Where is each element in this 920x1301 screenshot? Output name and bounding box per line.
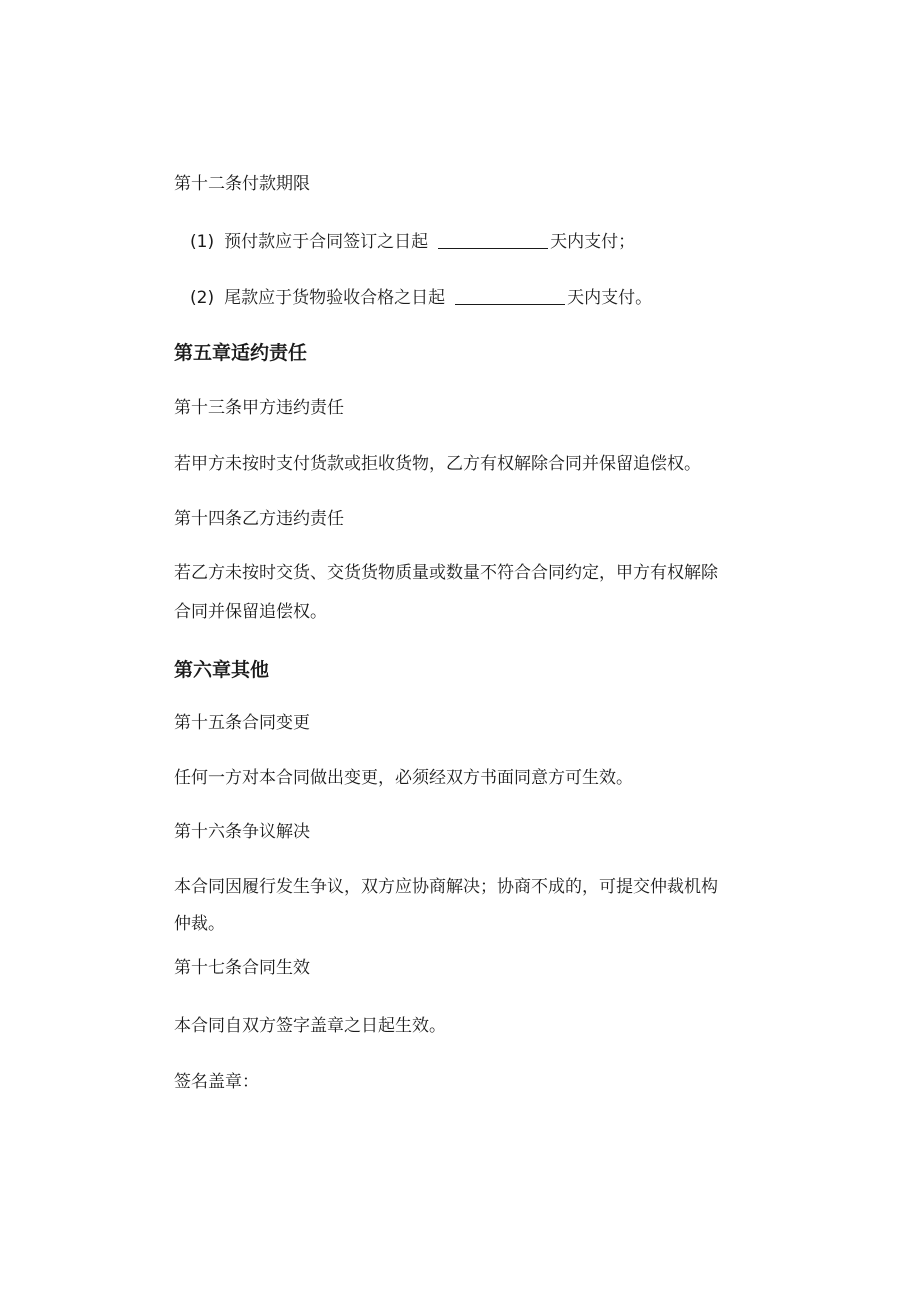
fill-in-blank[interactable] [438, 232, 548, 249]
article-14-body-line-2: 合同并保留追偿权。 [174, 602, 327, 622]
article-17-body: 本合同自双方签字盖章之日起生效。 [174, 1016, 446, 1036]
article-16-title: 第十六条争议解决 [174, 822, 310, 842]
item-number: (2) [190, 288, 215, 308]
signature-label: 签名盖章： [174, 1072, 259, 1092]
item-suffix: 天内支付。 [567, 288, 653, 308]
article-14-body-line-1: 若乙方未按时交货、交货货物质量或数量不符合合同约定，甲方有权解除 [174, 563, 718, 583]
article-15-title: 第十五条合同变更 [174, 713, 310, 733]
article-14-title: 第十四条乙方违约责任 [174, 509, 344, 529]
item-number: (1) [190, 232, 215, 252]
article-12-item-1 [190, 231, 635, 253]
article-17-title: 第十七条合同生效 [174, 958, 310, 978]
item-suffix: 天内支付； [550, 232, 636, 252]
article-15-body: 任何一方对本合同做出变更，必须经双方书面同意方可生效。 [174, 768, 633, 788]
chapter-5-heading: 第五章适约责任 [174, 342, 308, 364]
chapter-6-heading: 第六章其他 [174, 659, 270, 681]
item-text: 预付款应于合同签订之日起 [224, 232, 429, 252]
item-text: 尾款应于货物验收合格之日起 [224, 288, 446, 308]
article-12-title: 第十二条付款期限 [174, 174, 310, 194]
fill-in-blank[interactable] [455, 288, 565, 305]
article-16-body-line-1: 本合同因履行发生争议，双方应协商解决；协商不成的，可提交仲裁机构 [174, 877, 718, 897]
article-16-body-line-2: 仲裁。 [174, 914, 225, 934]
article-13-title: 第十三条甲方违约责任 [174, 398, 344, 418]
article-12-item-2 [190, 287, 652, 309]
article-13-body: 若甲方未按时支付货款或拒收货物，乙方有权解除合同并保留追偿权。 [174, 454, 701, 474]
